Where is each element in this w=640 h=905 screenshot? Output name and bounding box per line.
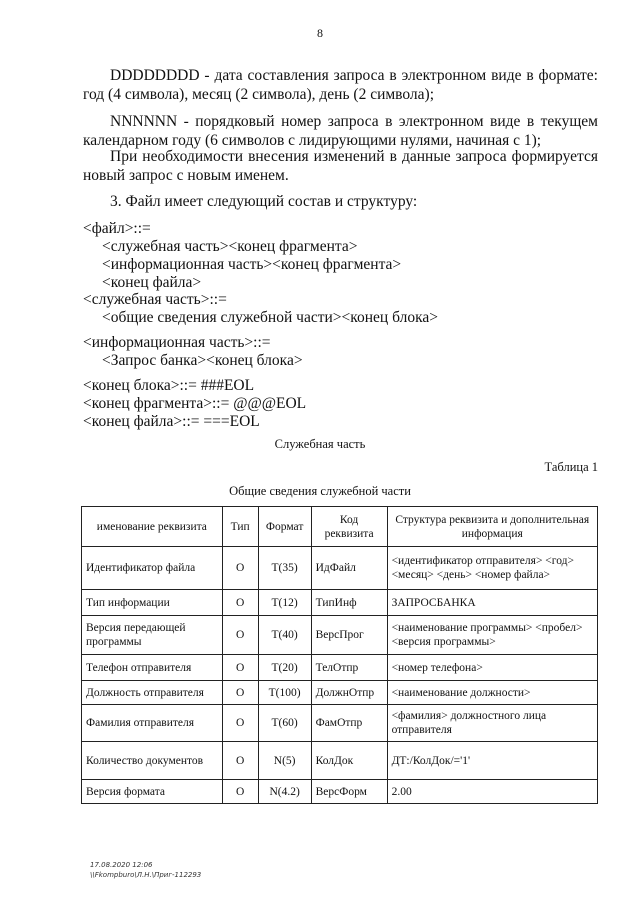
header-cell: Формат (258, 507, 311, 547)
cell-name: Версия формата (82, 780, 223, 804)
cell-type: О (222, 547, 258, 590)
header-cell: Структура реквизита и дополнительная информация (387, 507, 597, 547)
cell-structure: 2.00 (387, 780, 597, 804)
cell-format: Т(12) (258, 590, 311, 616)
cell-name: Идентификатор файла (82, 547, 223, 590)
cell-type: О (222, 590, 258, 616)
cell-format: Т(40) (258, 616, 311, 655)
cell-format: Т(60) (258, 705, 311, 742)
cell-name: Тип информации (82, 590, 223, 616)
paragraph-changes: При необходимости внесения изменений в данные запроса формируется новый запрос с новым именем. (83, 148, 598, 184)
grammar-line: <конец файла>::= ===EOL (83, 413, 260, 430)
header-cell: Тип (222, 507, 258, 547)
table-row (82, 705, 598, 742)
cell-type: О (222, 705, 258, 742)
cell-structure: <идентификатор отправителя> <год> <месяц> <день> <номер файла> (387, 547, 597, 590)
paragraph-date-format: DDDDDDDD - дата составления запроса в электронном виде в формате: год (4 символа), месяц (2 символа), день (2 символа); (83, 67, 598, 103)
table-row (82, 681, 598, 705)
cell-structure: ДТ:/КолДок/='1' (387, 742, 597, 780)
cell-name: Количество документов (82, 742, 223, 780)
grammar-line: <информационная часть>::= (83, 334, 271, 351)
grammar-line: <информационная часть><конец фрагмента> (102, 256, 402, 273)
cell-code: ФамОтпр (311, 705, 387, 742)
table-title: Общие сведения служебной части (229, 484, 411, 498)
cell-code: ТипИнф (311, 590, 387, 616)
cell-format: N(5) (258, 742, 311, 780)
cell-code: ДолжнОтпр (311, 681, 387, 705)
cell-name: Фамилия отправителя (82, 705, 223, 742)
grammar-line: <конец блока>::= ###EOL (83, 377, 255, 394)
paragraph-sequence-number: NNNNNN - порядковый номер запроса в электронном виде в текущем календарном году (6 символов с лидирующими нулями, начиная с 1); (83, 113, 598, 149)
cell-structure: <наименование должности> (387, 681, 597, 705)
cell-code: ТелОтпр (311, 655, 387, 681)
grammar-line: <служебная часть>::= (83, 291, 227, 308)
header-cell: Код реквизита (311, 507, 387, 547)
grammar-line: <Запрос банка><конец блока> (102, 352, 303, 369)
cell-name: Телефон отправителя (82, 655, 223, 681)
page-number: 8 (317, 26, 323, 40)
table-row (82, 590, 598, 616)
table-header-row (82, 507, 598, 547)
cell-structure: <номер телефона> (387, 655, 597, 681)
cell-code: ВерсФорм (311, 780, 387, 804)
cell-type: О (222, 616, 258, 655)
cell-format: Т(35) (258, 547, 311, 590)
table-number: Таблица 1 (544, 460, 598, 474)
grammar-line: <общие сведения служебной части><конец блока> (102, 309, 438, 326)
cell-type: О (222, 681, 258, 705)
section-title: Служебная часть (274, 437, 366, 451)
cell-structure: ЗАПРОСБАНКА (387, 590, 597, 616)
cell-format: Т(100) (258, 681, 311, 705)
cell-name: Версия передающей программы (82, 616, 223, 655)
header-cell: именование реквизита (82, 507, 223, 547)
grammar-line: <конец фрагмента>::= @@@EOL (83, 395, 307, 412)
grammar-line: <конец файла> (102, 274, 202, 291)
table-row (82, 742, 598, 780)
grammar-line: <файл>::= (83, 220, 151, 237)
footer-date: 17.08.2020 12:06 (90, 861, 153, 869)
cell-structure: <фамилия> должностного лица отправителя (387, 705, 597, 742)
cell-structure: <наименование программы> <пробел> <версия программы> (387, 616, 597, 655)
cell-code: КолДок (311, 742, 387, 780)
service-info-table (81, 506, 598, 804)
footer-path: \\Fkompburo\Л.Н.\Приг-112293 (90, 871, 202, 879)
cell-code: ВерсПрог (311, 616, 387, 655)
cell-code: ИдФайл (311, 547, 387, 590)
cell-format: N(4.2) (258, 780, 311, 804)
table-row (82, 547, 598, 590)
grammar-line: <служебная часть><конец фрагмента> (102, 238, 358, 255)
cell-type: О (222, 742, 258, 780)
cell-name: Должность отправителя (82, 681, 223, 705)
table-row (82, 616, 598, 655)
table-row (82, 780, 598, 804)
paragraph-file-structure: 3. Файл имеет следующий состав и структуру: (110, 193, 418, 210)
cell-type: О (222, 655, 258, 681)
cell-type: О (222, 780, 258, 804)
cell-format: Т(20) (258, 655, 311, 681)
table-row (82, 655, 598, 681)
